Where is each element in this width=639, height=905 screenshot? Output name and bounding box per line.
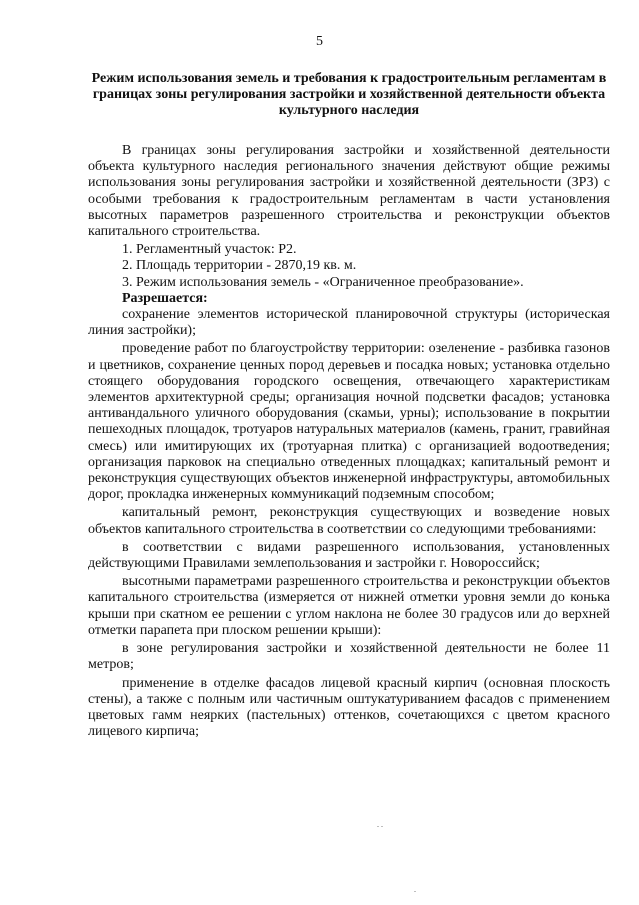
- document-body: [88, 143, 610, 742]
- list-item-territory-area: 2. Площадь территории - 2870,19 кв. м.: [122, 258, 357, 274]
- paragraph-land-use-rules: в соответствии с видами разрешенного использования, установленных действующими Правилами землепользования и застройки г. Новороссийск;: [88, 539, 610, 572]
- permitted-heading: Разрешается:: [122, 290, 208, 306]
- page-number: 5: [316, 34, 323, 49]
- section-title: Режим использования земель и требования к градостроительным регламентам в границах зоны регулирования застройки и хозяйственной деятельности объекта культурного наследия: [91, 71, 607, 118]
- list-item-land-use-regime: 3. Режим использования земель - «Ограниченное преобразование».: [122, 274, 524, 290]
- paragraph-preservation: сохранение элементов исторической планировочной структуры (историческая линия застройки);: [88, 307, 610, 339]
- paragraph-landscaping: проведение работ по благоустройству территории: озеленение - разбивка газонов и цветников, сохранение ценных пород деревьев и посадка новых; установка отдельно стоящего оборудования городского освещения, отвечающего характеристикам элементов архитектурной среды; организация ночной подсветки фасадов; установка антивандального уличного оборудования (скамьи, урны); использование в покрытии пешеходных площадок, тротуаров натуральных материалов (камень, гранит, гравийная смесь) или имитирующих их (тротуарная плитка) с организацией водоотведения; организация парковок на специально отведенных площадках; капитальный ремонт и реконструкция существующих объектов инженерной инфраструктуры, автомобильных дорог, прокладка инженерных коммуникаций подземным способом;: [88, 341, 610, 503]
- scan-mark: .: [414, 885, 416, 894]
- paragraph-height-limit: в зоне регулирования застройки и хозяйственной деятельности не более 11 метров;: [88, 641, 610, 673]
- paragraph-height-parameters: высотными параметрами разрешенного строительства и реконструкции объектов капитального строительства (измеряется от нижней отметки уровня земли до конька крыши при скатном ее решении с углом наклона не более 30 градусов или до верхней отметки парапета при плоском решении крыши):: [88, 574, 610, 638]
- scan-mark: . .: [377, 820, 383, 829]
- paragraph-construction: капитальный ремонт, реконструкция существующих и возведение новых объектов капитального строительства в соответствии со следующими требованиями:: [88, 505, 610, 537]
- list-item-regulation-site: 1. Регламентный участок: Р2.: [122, 242, 297, 258]
- intro-paragraph: В границах зоны регулирования застройки и хозяйственной деятельности объекта культурного наследия регионального значения действуют общие режимы использования зоны регулирования застройки и хозяйственной деятельности (ЗРЗ) с особыми требования к градостроительным регламентам в части установления высотных параметров разрешенного строительства и реконструкции объектов капитального строительства.: [88, 143, 610, 240]
- paragraph-facade-finishing: применение в отделке фасадов лицевой красный кирпич (основная плоскость стены), а также с полным или частичным оштукатуриванием фасадов с применением цветовых гамм неярких (пастельных) оттенков, сочетающихся с цветом красного лицевого кирпича;: [88, 675, 610, 740]
